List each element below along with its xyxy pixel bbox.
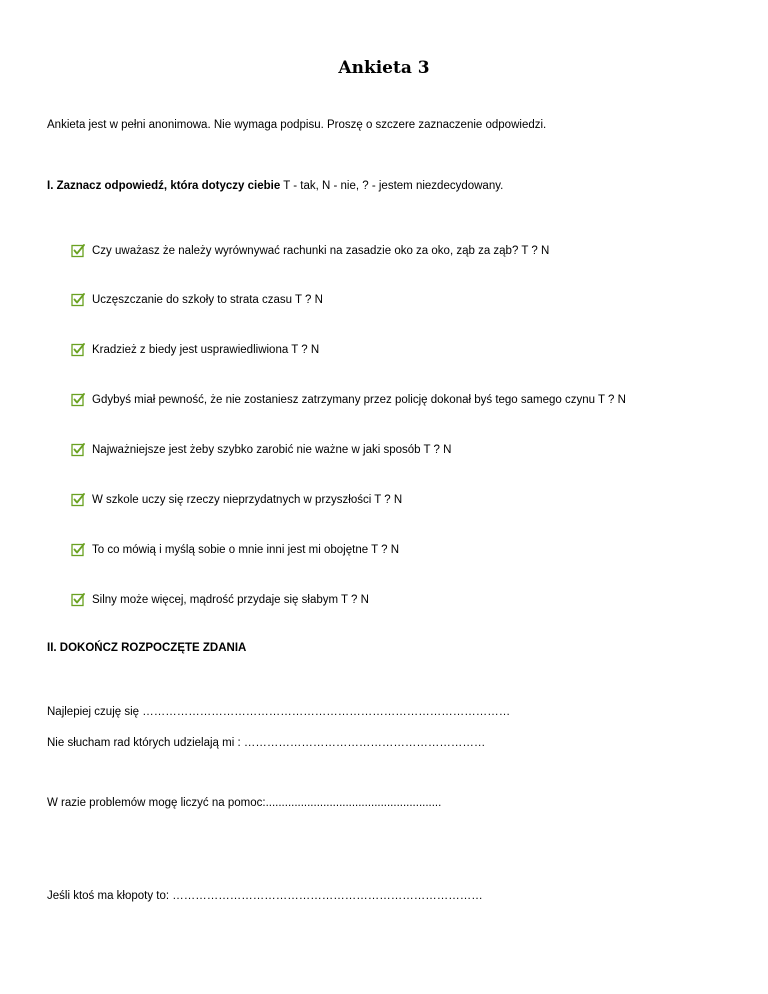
question-text: Czy uważasz że należy wyrównywać rachunki na zasadzie oko za oko, ząb za ząb? T ? N [92, 245, 550, 257]
question-item[interactable] [71, 443, 451, 457]
section-1-heading-bold: I. Zaznacz odpowiedź, która dotyczy ciebie [47, 180, 281, 192]
checked-box-icon [71, 244, 85, 258]
checked-box-icon [71, 593, 85, 607]
question-text: Najważniejsze jest żeby szybko zarobić nie ważne w jaki sposób T ? N [92, 444, 452, 456]
checked-box-icon [71, 443, 85, 457]
section-1-heading [47, 180, 503, 192]
fill-in-line[interactable]: Nie słucham rad których udzielają mi : ……………………………………………………… [47, 737, 486, 749]
question-item[interactable] [71, 493, 402, 507]
question-text: To co mówią i myślą sobie o mnie inni jest mi obojętne T ? N [92, 544, 400, 556]
checked-box-icon [71, 493, 85, 507]
intro-text: Ankieta jest w pełni anonimowa. Nie wymaga podpisu. Proszę o szczere zaznaczenie odpowiedzi. [47, 119, 547, 131]
question-item[interactable] [71, 293, 323, 307]
question-text: Kradzież z biedy jest usprawiedliwiona T ? N [92, 344, 320, 356]
question-item[interactable] [71, 543, 399, 557]
checked-box-icon [71, 343, 85, 357]
question-item[interactable] [71, 393, 626, 407]
section-1-heading-legend: T - tak, N - nie, ? - jestem niezdecydowany. [280, 180, 504, 192]
question-text: Gdybyś miał pewność, że nie zostaniesz zatrzymany przez policję dokonał byś tego samego czynu T ? N [92, 394, 626, 406]
question-text: Silny może więcej, mądrość przydaje się słabym T ? N [92, 594, 369, 606]
question-item[interactable] [71, 343, 319, 357]
question-item[interactable] [71, 593, 369, 607]
question-item[interactable] [71, 244, 549, 258]
fill-in-line[interactable]: W razie problemów mogę liczyć na pomoc:....................................................... [47, 797, 442, 809]
fill-in-line[interactable]: Najlepiej czuję się …………………………………………………………………………………… [47, 706, 511, 718]
checked-box-icon [71, 293, 85, 307]
page-title: Ankieta 3 [338, 58, 430, 78]
section-2-heading: II. DOKOŃCZ ROZPOCZĘTE ZDANIA [47, 642, 247, 654]
checked-box-icon [71, 543, 85, 557]
checked-box-icon [71, 393, 85, 407]
question-text: W szkole uczy się rzeczy nieprzydatnych w przyszłości T ? N [92, 494, 403, 506]
fill-in-line[interactable]: Jeśli ktoś ma kłopoty to: ……………………………………………………………………… [47, 890, 483, 902]
question-text: Uczęszczanie do szkoły to strata czasu T ? N [92, 294, 323, 306]
